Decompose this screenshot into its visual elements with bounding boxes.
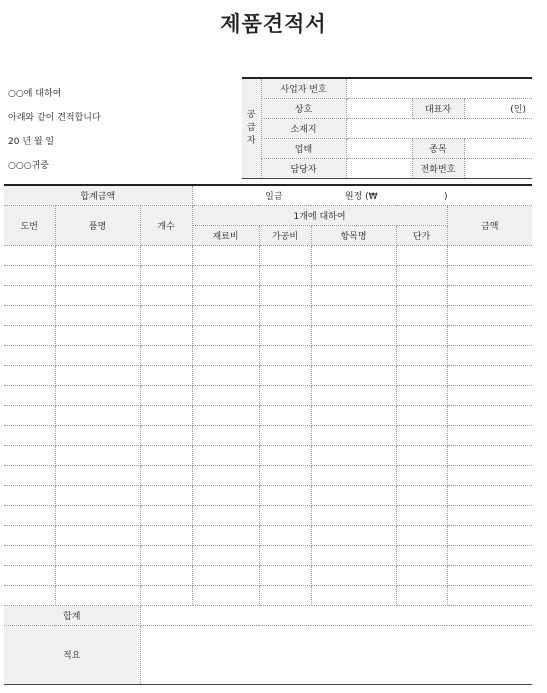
table-cell[interactable] [4,425,55,445]
table-cell[interactable] [192,485,259,505]
table-cell[interactable] [311,245,396,265]
table-cell[interactable] [396,585,447,605]
col-item-header: 품명 [55,205,140,245]
table-cell[interactable] [447,485,532,505]
table-cell[interactable] [396,265,447,285]
total-won-text: 원정 (₩ [344,191,378,202]
table-cell[interactable] [447,285,532,305]
col-qty-header: 개수 [140,205,192,245]
recipient-subject: ○○에 대하여 [8,89,62,99]
table-cell[interactable] [55,365,140,385]
col-per-unit-header: 1개에 대하여 [192,205,447,225]
table-cell[interactable] [192,365,259,385]
table-cell[interactable] [140,305,192,325]
table-cell[interactable] [4,545,55,565]
table-cell[interactable] [447,305,532,325]
table-cell[interactable] [55,545,140,565]
table-cell[interactable] [4,465,55,485]
table-cell[interactable] [447,385,532,405]
table-cell[interactable] [396,565,447,585]
table-cell[interactable] [259,285,311,305]
table-cell[interactable] [55,465,140,485]
table-row [4,505,532,525]
table-cell[interactable] [140,485,192,505]
table-cell[interactable] [396,405,447,425]
table-cell[interactable] [192,545,259,565]
table-cell[interactable] [311,565,396,585]
table-cell[interactable] [140,265,192,285]
table-cell[interactable] [4,445,55,465]
company-label: 상호 [261,98,346,118]
table-cell[interactable] [55,385,140,405]
table-cell[interactable] [311,445,396,465]
table-cell[interactable] [192,445,259,465]
table-cell[interactable] [447,365,532,385]
col-processing-header: 가공비 [259,225,311,245]
table-cell[interactable] [447,425,532,445]
table-cell[interactable] [259,345,311,365]
manager-label: 담당자 [261,158,346,178]
total-il-text: 일금 [265,191,283,202]
company-field[interactable] [346,98,412,118]
business-no-field[interactable] [346,78,532,98]
seal-mark: (인) [464,98,532,118]
table-cell[interactable] [311,385,396,405]
table-cell[interactable] [4,285,55,305]
table-cell[interactable] [259,265,311,285]
table-cell[interactable] [192,325,259,345]
phone-field[interactable] [464,158,532,178]
table-cell[interactable] [259,365,311,385]
table-cell[interactable] [55,325,140,345]
table-cell[interactable] [396,545,447,565]
table-cell[interactable] [259,245,311,265]
table-cell[interactable] [259,505,311,525]
table-cell[interactable] [447,445,532,465]
table-cell[interactable] [55,525,140,545]
table-cell[interactable] [192,345,259,365]
table-cell[interactable] [396,345,447,365]
table-cell[interactable] [259,445,311,465]
table-row [4,385,532,405]
table-cell[interactable] [55,585,140,605]
col-amount-header: 금액 [447,205,532,245]
table-cell[interactable] [140,365,192,385]
table-cell[interactable] [4,585,55,605]
table-cell[interactable] [4,385,55,405]
table-cell[interactable] [447,545,532,565]
table-cell[interactable] [259,485,311,505]
table-cell[interactable] [259,545,311,565]
table-cell[interactable] [192,585,259,605]
table-cell[interactable] [192,465,259,485]
document-title: 제품견적서 [220,12,327,36]
table-cell[interactable] [140,445,192,465]
recipient-line: ○○○귀중 [8,161,49,171]
table-row [4,585,532,605]
table-cell[interactable] [4,405,55,425]
table-row [4,325,532,345]
table-cell[interactable] [192,565,259,585]
table-cell[interactable] [396,285,447,305]
table-cell[interactable] [192,405,259,425]
table-cell[interactable] [259,305,311,325]
table-cell[interactable] [55,305,140,325]
table-cell[interactable] [311,465,396,485]
table-cell[interactable] [4,505,55,525]
table-cell[interactable] [447,405,532,425]
table-cell[interactable] [396,385,447,405]
table-cell[interactable] [4,525,55,545]
table-row [4,525,532,545]
table-cell[interactable] [55,245,140,265]
table-cell[interactable] [140,525,192,545]
table-cell[interactable] [259,405,311,425]
sum-field[interactable] [140,605,532,625]
table-row [4,405,532,425]
table-cell[interactable] [396,365,447,385]
table-cell[interactable] [311,305,396,325]
total-amount-field[interactable] [192,185,532,205]
table-cell[interactable] [311,585,396,605]
table-cell[interactable] [4,305,55,325]
col-item-name-header: 항목명 [311,225,396,245]
col-no-header: 도번 [4,205,55,245]
address-field[interactable] [346,118,532,138]
table-cell[interactable] [4,345,55,365]
table-cell[interactable] [140,385,192,405]
table-cell[interactable] [4,565,55,585]
table-cell[interactable] [259,425,311,445]
table-row [4,465,532,485]
table-cell[interactable] [311,485,396,505]
table-row [4,545,532,565]
table-cell[interactable] [447,565,532,585]
total-close-text: ) [444,191,448,202]
table-cell[interactable] [447,245,532,265]
table-cell[interactable] [192,265,259,285]
table-cell[interactable] [311,285,396,305]
table-cell[interactable] [4,485,55,505]
table-cell[interactable] [192,245,259,265]
table-cell[interactable] [140,405,192,425]
table-row [4,565,532,585]
remarks-field[interactable] [140,625,532,684]
table-cell[interactable] [447,265,532,285]
table-cell[interactable] [259,525,311,545]
table-cell[interactable] [140,565,192,585]
table-cell[interactable] [396,245,447,265]
table-cell[interactable] [311,545,396,565]
table-row [4,345,532,365]
table-cell[interactable] [396,445,447,465]
table-cell[interactable] [259,585,311,605]
supplier-side-text: 공 급 자 [246,109,256,146]
table-cell[interactable] [311,405,396,425]
date-line: 20 년 월 일 [8,137,55,147]
table-cell[interactable] [447,585,532,605]
supplier-side-label [242,78,261,178]
table-cell[interactable] [396,425,447,445]
table-cell[interactable] [192,305,259,325]
table-cell[interactable] [140,425,192,445]
table-cell[interactable] [192,285,259,305]
table-cell[interactable] [55,565,140,585]
estimate-table [4,184,532,685]
category-label: 종목 [412,138,464,158]
table-cell[interactable] [311,265,396,285]
table-cell[interactable] [192,385,259,405]
table-cell[interactable] [311,425,396,445]
table-row [4,285,532,305]
manager-field[interactable] [346,158,412,178]
table-row [4,425,532,445]
table-row [4,245,532,265]
table-row [4,365,532,385]
total-amount-label: 합계금액 [4,185,192,205]
table-cell[interactable] [140,285,192,305]
table-cell[interactable] [4,245,55,265]
table-cell[interactable] [55,425,140,445]
table-cell[interactable] [55,265,140,285]
table-cell[interactable] [396,505,447,525]
table-cell[interactable] [140,545,192,565]
business-no-label: 사업자 번호 [261,78,346,98]
table-cell[interactable] [140,505,192,525]
table-cell[interactable] [259,385,311,405]
category-field[interactable] [464,138,532,158]
table-cell[interactable] [311,325,396,345]
table-cell[interactable] [396,485,447,505]
address-label: 소재지 [261,118,346,138]
table-cell[interactable] [55,345,140,365]
col-material-header: 재료비 [192,225,259,245]
col-unit-price-header: 단가 [396,225,447,245]
table-cell[interactable] [259,465,311,485]
table-cell[interactable] [140,325,192,345]
table-cell[interactable] [192,505,259,525]
table-cell[interactable] [140,585,192,605]
supplier-table [242,77,532,179]
table-cell[interactable] [55,485,140,505]
table-cell[interactable] [140,465,192,485]
table-cell[interactable] [447,465,532,485]
table-cell[interactable] [396,305,447,325]
table-cell[interactable] [447,345,532,365]
table-cell[interactable] [396,525,447,545]
table-cell[interactable] [140,245,192,265]
table-cell[interactable] [192,425,259,445]
table-cell[interactable] [4,365,55,385]
table-cell[interactable] [396,325,447,345]
table-cell[interactable] [311,505,396,525]
table-cell[interactable] [55,285,140,305]
business-type-label: 업태 [261,138,346,158]
table-cell[interactable] [192,525,259,545]
table-cell[interactable] [55,445,140,465]
table-cell[interactable] [311,345,396,365]
table-cell[interactable] [55,505,140,525]
table-cell[interactable] [140,345,192,365]
table-cell[interactable] [311,525,396,545]
table-cell[interactable] [396,465,447,485]
representative-label: 대표자 [412,98,464,118]
estimate-statement: 아래와 같이 견적합니다 [8,113,101,123]
table-cell[interactable] [311,365,396,385]
sum-label: 합계 [4,605,140,625]
table-row [4,445,532,465]
table-row [4,485,532,505]
table-cell[interactable] [4,265,55,285]
table-cell[interactable] [447,325,532,345]
table-cell[interactable] [447,525,532,545]
remarks-label: 적요 [4,625,140,684]
phone-label: 전화번호 [412,158,464,178]
table-cell[interactable] [447,505,532,525]
table-cell[interactable] [55,405,140,425]
table-cell[interactable] [259,565,311,585]
business-type-field[interactable] [346,138,412,158]
table-row [4,265,532,285]
table-cell[interactable] [259,325,311,345]
table-row [4,305,532,325]
table-cell[interactable] [4,325,55,345]
